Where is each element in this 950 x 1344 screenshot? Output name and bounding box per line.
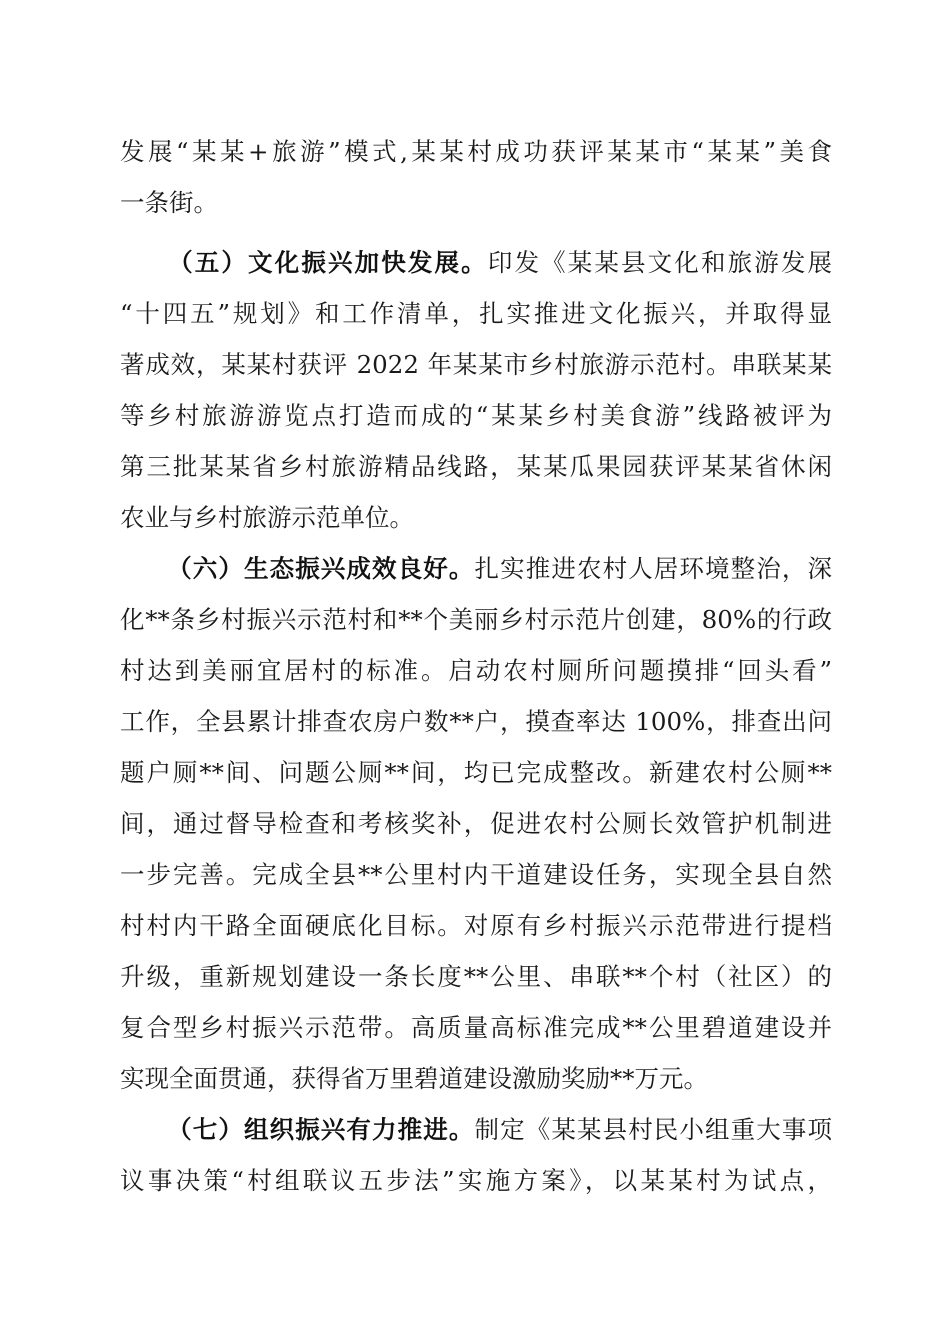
paragraph-culture xyxy=(120,237,832,543)
text-line: 等乡村旅游游览点打造而成的“某某乡村美食游”线路被评为 xyxy=(120,401,832,430)
text-line: 著成效，某某村获评 2022 年某某市乡村旅游示范村。串联某某 xyxy=(120,350,832,379)
text-line: 间，通过督导检查和考核奖补，促进农村公厕长效管护机制进 xyxy=(120,809,832,838)
text-line: 村达到美丽宜居村的标准。启动农村厕所问题摸排“回头看” xyxy=(120,656,832,685)
section-heading: （五）文化振兴加快发展。 xyxy=(166,248,488,277)
text-line: 实现全面贯通，获得省万里碧道建设激励奖励**万元。 xyxy=(120,1064,708,1093)
text-line: 第三批某某省乡村旅游精品线路，某某瓜果园获评某某省休闲 xyxy=(120,452,832,481)
text-line: 一条街。 xyxy=(120,188,218,217)
paragraph-organization xyxy=(120,1104,832,1206)
section-heading: （七）组织振兴有力推进。 xyxy=(166,1115,475,1144)
text-line: 发展“某某+旅游”模式,某某村成功获评某某市“某某”美食 xyxy=(120,137,832,166)
paragraph-ecology xyxy=(120,543,832,1104)
text-line: 化**条乡村振兴示范村和**个美丽乡村示范片创建，80%的行政 xyxy=(120,605,832,634)
text-line: 工作，全县累计排查农房户数**户，摸查率达 100%，排查出问 xyxy=(120,707,832,736)
text-run: 制定《某某县村民小组重大事项 xyxy=(474,1115,832,1144)
text-line: 农业与乡村旅游示范单位。 xyxy=(120,503,414,532)
text-run: 印发《某某县文化和旅游发展 xyxy=(487,248,833,277)
text-line: 复合型乡村振兴示范带。高质量高标准完成**公里碧道建设并 xyxy=(120,1013,832,1042)
text-line: 升级，重新规划建设一条长度**公里、串联**个村（社区）的 xyxy=(120,962,832,991)
text-line: 一步完善。完成全县**公里村内干道建设任务，实现全县自然 xyxy=(120,860,832,889)
section-heading: （六）生态振兴成效良好。 xyxy=(166,554,475,583)
text-line-first xyxy=(120,237,832,288)
text-line: “十四五”规划》和工作清单，扎实推进文化振兴，并取得显 xyxy=(120,299,832,328)
text-run: 扎实推进农村人居环境整治，深 xyxy=(474,554,832,583)
text-line-first xyxy=(120,1104,832,1155)
text-line: 议事决策“村组联议五步法”实施方案》，以某某村为试点， xyxy=(120,1166,832,1195)
paragraph-continuation xyxy=(120,126,832,228)
text-line-first xyxy=(120,543,832,594)
text-line: 题户厕**间、问题公厕**间，均已完成整改。新建农村公厕** xyxy=(120,758,832,787)
text-line: 村村内干路全面硬底化目标。对原有乡村振兴示范带进行提档 xyxy=(120,911,832,940)
